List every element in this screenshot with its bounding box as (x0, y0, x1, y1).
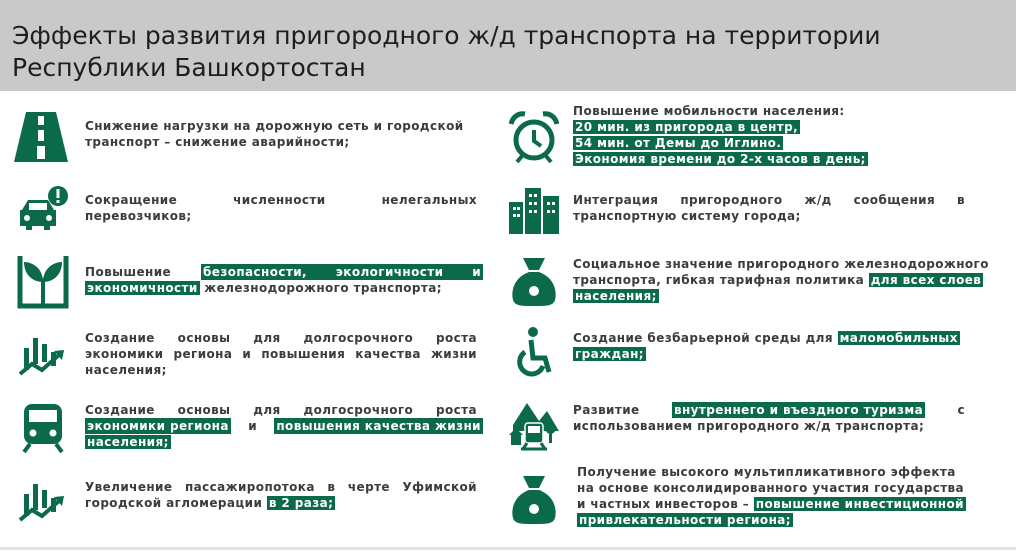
effect-text-line: транспортную систему города; (573, 209, 801, 223)
tourism-icon (505, 395, 563, 453)
effect-text: городской агломерации (85, 496, 263, 510)
car-alert-icon (14, 180, 72, 238)
wheelchair-icon (505, 324, 563, 382)
page-title-line1: Эффекты развития пригородного ж/д транспорта на территории (12, 21, 881, 50)
effect-word: Развитие (573, 403, 640, 417)
highlight (201, 264, 483, 280)
highlight: граждан; (575, 347, 644, 361)
effect-text-line: Создание основы для долгосрочного роста (85, 331, 477, 345)
highlight: повышение инвестиционной (755, 497, 964, 511)
highlight: населения; (87, 435, 169, 449)
effect-word: Повышение (85, 265, 172, 279)
money-bag-icon (505, 470, 563, 528)
highlight: 54 мин. от Демы до Иглино. (575, 136, 782, 150)
effect-text-line: Интеграция пригородного ж/д сообщения в (573, 193, 965, 207)
effect-text: Создание безбарьерной среды для (573, 331, 833, 345)
highlight: экономики региона (87, 419, 229, 433)
effect-word: Сокращение (85, 193, 178, 207)
effect-word: с (957, 403, 965, 417)
highlight: в 2 раза; (268, 496, 334, 510)
effect-text-line: Создание основы для долгосрочного роста (85, 403, 477, 417)
highlight: 20 мин. из пригорода в центр, (575, 120, 799, 134)
effect-word: и (248, 419, 257, 433)
page-title-line2: Республики Башкортостан (12, 53, 366, 82)
highlight: Экономия времени до 2-х часов в день; (575, 152, 866, 166)
effect-text-line: транспорт – снижение аварийности; (85, 135, 350, 149)
highlight: внутреннего и въездного туризма (673, 403, 924, 417)
effect-text-line: использованием пригородного ж/д транспорта; (573, 419, 925, 433)
bottom-divider (0, 547, 1016, 550)
alarm-clock-icon (505, 108, 563, 166)
sprout-icon (14, 252, 72, 310)
highlight: маломобильных (839, 331, 958, 345)
growth-chart-icon (14, 324, 72, 382)
effect-text-line: населения; (85, 363, 167, 377)
growth-chart-icon (14, 470, 72, 528)
highlight-word: безопасности, (203, 265, 308, 279)
effect-text-line: Получение высокого мультипликативного эффекта (577, 465, 956, 479)
highlight: для всех слоев (870, 273, 982, 287)
page-header (0, 0, 1016, 91)
effect-text: и частных инвесторов – (577, 497, 750, 511)
effect-text-line: Снижение нагрузки на дорожную сеть и городской (85, 119, 464, 133)
highlight: привлекательности региона; (579, 513, 791, 527)
effect-word: численности (233, 193, 326, 207)
effect-text-line: Социальное значение пригородного железнодорожного (573, 257, 989, 271)
highlight: повышения качества жизни (276, 419, 481, 433)
effect-text-line: Повышение мобильности населения: (573, 104, 845, 118)
train-icon (14, 398, 72, 456)
effect-word: нелегальных (381, 193, 477, 207)
effect-text: железнодорожного транспорта; (204, 281, 442, 295)
highlight: населения; (575, 289, 657, 303)
road-icon (12, 108, 70, 166)
effect-text: транспорта, гибкая тарифная политика (573, 273, 865, 287)
effect-text-line: перевозчиков; (85, 209, 192, 223)
effect-text-line: на основе консолидированного участия государства (577, 481, 965, 495)
effect-text-line: Увеличение пассажиропотока в черте Уфимской (85, 480, 477, 494)
money-bag-icon (505, 252, 563, 310)
highlight-word: и (472, 265, 481, 279)
highlight: экономичности (87, 281, 198, 295)
highlight-word: экологичности (335, 265, 444, 279)
effect-text-line: экономики региона и повышения качества жизни (85, 347, 477, 361)
city-buildings-icon (505, 180, 563, 238)
